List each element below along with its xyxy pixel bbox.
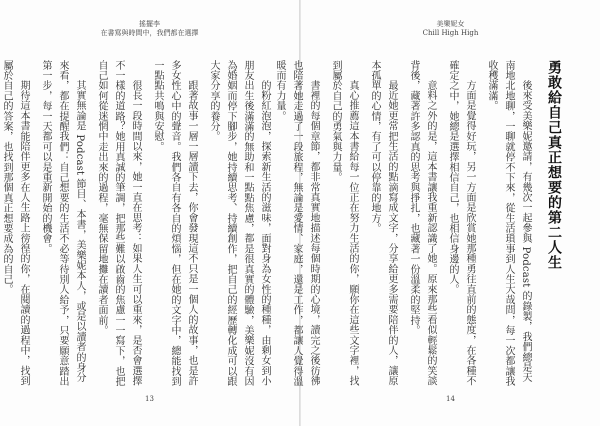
chapter-heading: 勇敢給自己真正想要的第二人生 [546, 60, 562, 270]
left-page [0, 0, 299, 426]
right-paragraph: 方面是覺得好玩，另一方面是欣賞她那種勇往直前的態度，在各種不確定之中，她總是選擇相信自己，也相信身邊的人。 [447, 60, 475, 386]
left-header-line-2: 在書寫與時間中，我們都在選擇 [100, 29, 199, 37]
right-paragraph: 後來受美樂妮邀請，有幾次一起參與 Podcast 的錄製，我們總是天南地北地聊，一聊就停不下來，從生活瑣事到人生大哉問，每一次都讓我收穫滿滿。 [486, 60, 531, 387]
left-page-header [0, 20, 299, 38]
right-header-line-2: Chill High High [422, 29, 479, 37]
right-header-line-1: 美樂妮女 [436, 20, 465, 28]
left-header-line-1: 搖擺李 [139, 20, 160, 28]
left-page-number: 13 [145, 395, 154, 403]
right-paragraph: 最近她更常把生活的點滴寫成文字，分享給更多需要陪伴的人，讓原本孤單的心情，有了可以停靠的地方。 [369, 60, 397, 386]
left-paragraph: 期待這本書能陪伴更多在人生路上徬徨的你，在閱讀的過程中，找到屬於自己的答案，也找到那個真正想要成為的自己。 [1, 60, 29, 386]
right-paragraph: 真心推薦這本書給每一位正在努力生活的你，願你在這些文字裡，找到屬於自己的勇氣與力量。 [330, 60, 358, 386]
right-closing-paragraph: 書裡的每個章節，都非常真實地描述每個時期的心境，讀完之後彷彿也陪著她走過了一段旅程，無論是愛情、家庭，還是工作，都讓人覺得溫暖而有力量。 [274, 60, 319, 387]
left-paragraph: 很長一段時間以來，她一直在思考：如果人生可以重來，是否會選擇不一樣的道路？她用真誠的筆調，把那些難以啟齒的焦慮一一寫下，也把自己如何從迷惘中走出來的過程，毫無保留地攤在讀者面前。 [96, 60, 141, 387]
left-paragraph: 其實無論是 Podcast 節目、本書，美樂妮本人，或是以讀者的身分來看，都在提醒我們：自己想要的生活不必等待別人給予，只要願意踏出第一步，每一天都可以是重新開始的機會。 [40, 60, 85, 387]
right-page-number: 14 [446, 395, 455, 403]
left-page-body [1, 60, 273, 390]
left-paragraph: 的粉紅泡泡，探索新生活的滋味，面對身為女性的種種，由剩女到小朋友出生後滿滿的無助和一點點焦慮，都是很真實的體驗，美樂妮沒有因為婚姻而停下腳步，她持續思考、持續創作，把自己的經歷轉化成可以跟大家分享的養分。 [208, 60, 270, 387]
right-page-body [274, 60, 534, 390]
right-paragraph: 意料之外的是，這本書讓我重新認識了她。原來那些看似輕鬆的笑談背後，藏著許多認真的思考與掙扎，也藏著一份溫柔的堅持。 [408, 60, 436, 386]
left-paragraph: 跟著故事一層一層讀下去，你會發現這不只是一個人的故事，也是許多女性心中的聲音。我們各自有各自的煩惱，但在她的文字中，總能找到一點點共鳴與安慰。 [152, 60, 197, 387]
right-page [274, 0, 600, 426]
right-page-header [301, 20, 600, 38]
